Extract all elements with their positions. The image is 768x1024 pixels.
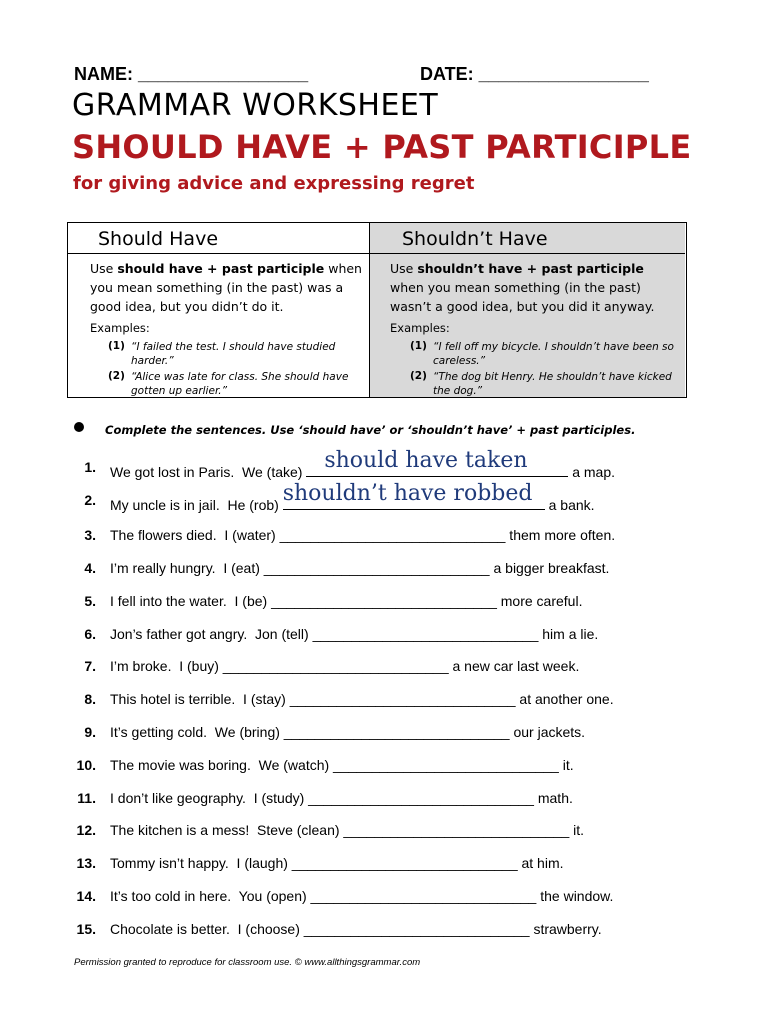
exercise-row [0,448,768,483]
bullet-icon [74,422,84,432]
rule-shouldnt-have: Use shouldn’t have + past participle when you mean something (in the past) wasn’t a good idea, but you did it anyway. [390,261,655,314]
date-field: DATE: _________________ [420,64,649,84]
exercise-sentence: It’s too cold in here. You (open) _____________________________ the window. [110,888,614,904]
exercise-number: 6. [84,626,96,642]
exercise-row [0,593,768,617]
exercise-sentence: I don’t like geography. I (study) _____________________________ math. [110,790,573,806]
exercise-number: 5. [84,593,96,609]
exercise-row [0,691,768,715]
grammar-table [67,222,687,398]
exercise-number: 8. [84,691,96,707]
exercise-row [0,888,768,912]
exercise-sentence: My uncle is in jail. He (rob) shouldn’t have robbed a bank. [110,481,595,513]
exercise-number: 11. [77,790,96,806]
exercise-row [0,757,768,781]
exercise-row [0,855,768,879]
example-text: “I fell off my bicycle. I shouldn’t have been so careless.” [433,341,674,367]
exercise-row [0,921,768,945]
exercise-sentence: Jon’s father got angry. Jon (tell) _____________________________ him a lie. [110,626,599,642]
exercise-number: 3. [84,527,96,543]
exercise-sentence: Tommy isn’t happy. I (laugh) _____________________________ at him. [110,855,564,871]
handwritten-answer: should have taken [324,448,528,473]
example-text: “Alice was late for class. She should have gotten up earlier.” [131,371,349,397]
exercise-sentence: The kitchen is a mess! Steve (clean) _____________________________ it. [110,822,585,838]
example-number: (2) [410,370,427,382]
column-heading-shouldnt-have: Shouldn’t Have [370,223,685,254]
worksheet-subtitle: SHOULD HAVE + PAST PARTICIPLE [72,128,692,166]
exercise-sentence: The movie was boring. We (watch) _____________________________ it. [110,757,574,773]
exercise-sentence: Chocolate is better. I (choose) _____________________________ strawberry. [110,921,602,937]
exercise-sentence: I’m really hungry. I (eat) _____________________________ a bigger breakfast. [110,560,610,576]
worksheet-tagline: for giving advice and expressing regret [73,173,475,194]
exercise-row [0,724,768,748]
example-text: “The dog bit Henry. He shouldn’t have kicked the dog.” [433,371,672,397]
exercise-sentence: This hotel is terrible. I (stay) _____________________________ at another one. [110,691,614,707]
exercise-number: 13. [76,855,96,871]
exercise-number: 12. [76,822,96,838]
column-heading-should-have: Should Have [68,223,369,254]
footer-permission: Permission granted to reproduce for classroom use. © www.allthingsgrammar.com [74,957,421,968]
exercise-sentence: I’m broke. I (buy) _____________________________ a new car last week. [110,658,580,674]
exercise-row [0,626,768,650]
examples-label: Examples: [90,321,150,335]
rule-should-have: Use should have + past participle when you mean something (in the past) was a good idea, but you didn’t do it. [90,261,362,314]
exercise-number: 4. [84,560,96,576]
exercise-number: 15. [76,921,96,937]
exercise-row [0,822,768,846]
example-number: (1) [108,340,125,352]
should-have-column [68,223,370,397]
instructions: Complete the sentences. Use ‘should have’ or ‘shouldn’t have’ + past participles. [105,423,636,437]
exercise-sentence: We got lost in Paris. We (take) should have taken a map. [110,448,616,480]
exercise-number: 2. [84,492,96,508]
exercise-number: 10. [76,757,96,773]
exercise-sentence: The flowers died. I (water) _____________________________ them more often. [110,527,616,543]
exercise-row [0,790,768,814]
example-number: (2) [108,370,125,382]
exercise-number: 1. [84,459,96,475]
worksheet-title: GRAMMAR WORKSHEET [72,88,439,123]
example-number: (1) [410,340,427,352]
exercise-sentence: It’s getting cold. We (bring) _____________________________ our jackets. [110,724,586,740]
exercise-row [0,481,768,516]
exercise-row [0,560,768,584]
exercise-sentence: I fell into the water. I (be) _____________________________ more careful. [110,593,583,609]
examples-label: Examples: [390,321,450,335]
exercise-row [0,658,768,682]
name-field: NAME: _________________ [74,64,309,84]
exercise-number: 9. [84,724,96,740]
exercise-number: 7. [84,658,96,674]
exercise-row [0,527,768,551]
example-text: “I failed the test. I should have studied harder.” [131,341,336,367]
exercise-number: 14. [76,888,96,904]
handwritten-answer: shouldn’t have robbed [282,481,533,506]
shouldnt-have-column [370,223,685,397]
